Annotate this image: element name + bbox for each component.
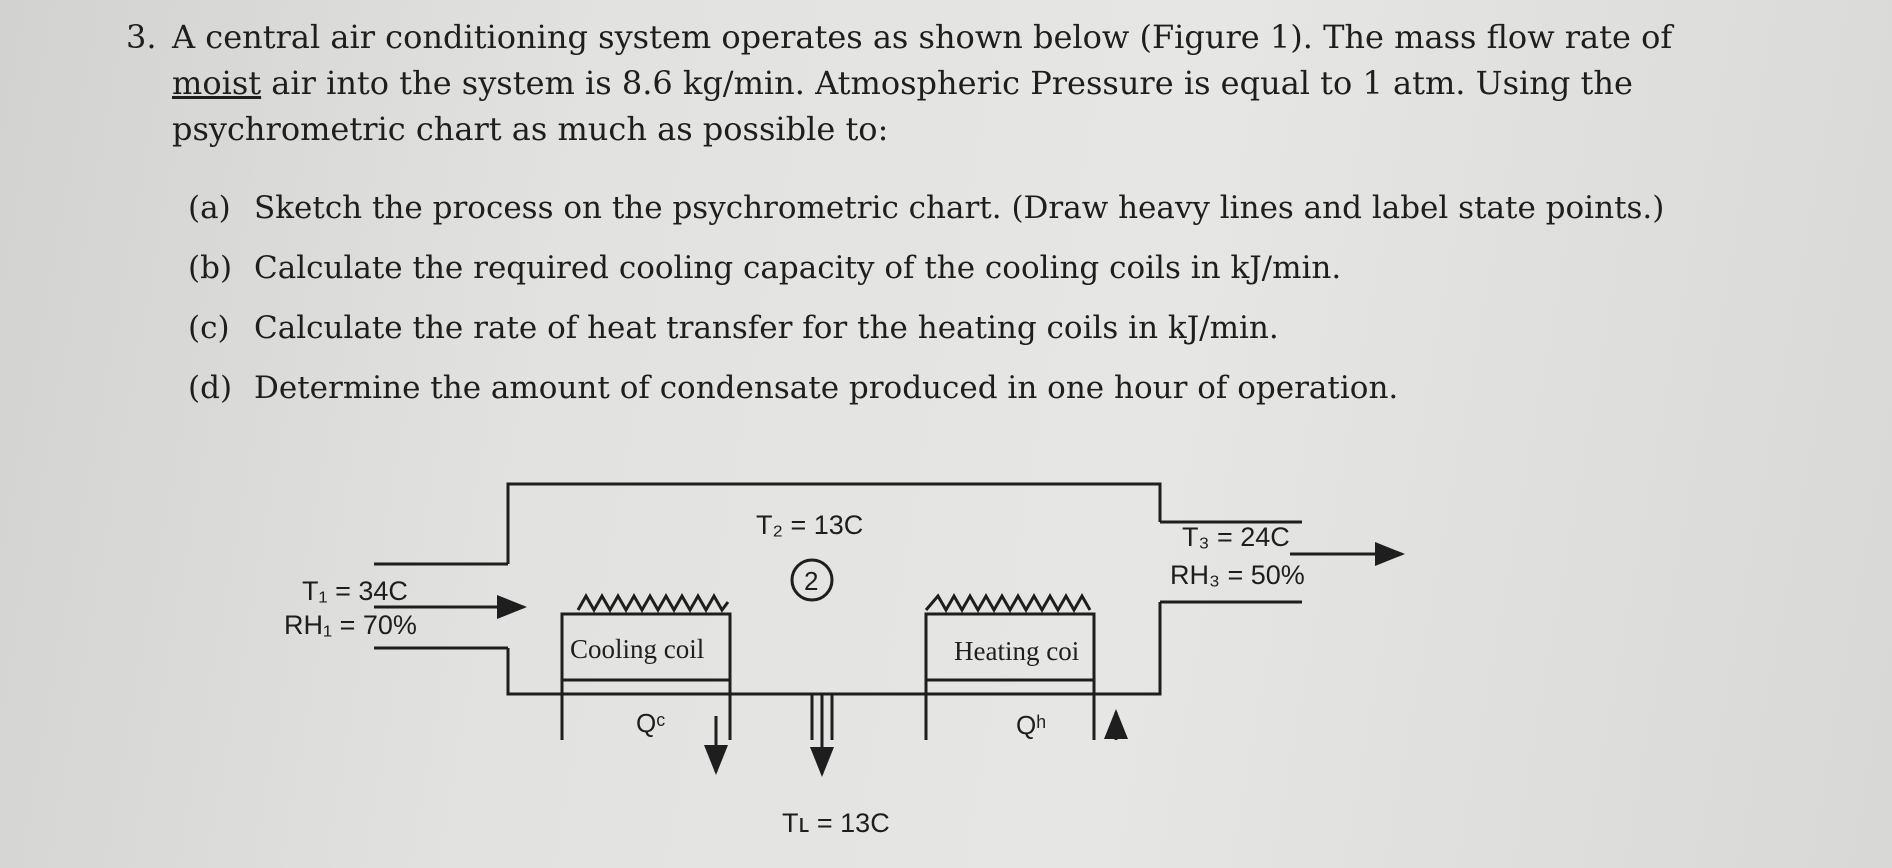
state-2-label: 2 xyxy=(804,566,819,596)
heating-coil-zigzag xyxy=(926,596,1090,610)
qc-label: Qᶜ xyxy=(636,708,666,738)
problem-intro-3: psychrometric chart as much as possible to: xyxy=(172,110,889,148)
problem-intro-1: A central air conditioning system operates as shown below (Figure 1). The mass flow rate of xyxy=(172,18,1673,56)
cooling-coil-label: Cooling coil xyxy=(570,634,705,664)
qh-label: Qʰ xyxy=(1016,710,1047,740)
moist-word: moist xyxy=(172,64,262,102)
problem-intro-2: air into the system is 8.6 kg/min. Atmospheric Pressure is equal to 1 atm. Using the xyxy=(261,64,1633,102)
part-label: (a) xyxy=(188,190,231,226)
tl-label: Tʟ = 13C xyxy=(782,808,890,838)
heating-coil-label: Heating coi xyxy=(954,636,1080,666)
problem-number: 3. xyxy=(126,18,157,56)
cooling-coil-zigzag xyxy=(578,596,728,610)
part-text: Calculate the rate of heat transfer for the heating coils in kJ/min. xyxy=(254,310,1279,346)
t1-label: T₁ = 34C xyxy=(302,576,408,606)
t2-label: T₂ = 13C xyxy=(756,510,864,540)
rh3-label: RH₃ = 50% xyxy=(1170,560,1305,590)
t3-label: T₃ = 24C xyxy=(1182,522,1290,552)
part-label: (c) xyxy=(188,310,230,346)
part-text: Determine the amount of condensate produced in one hour of operation. xyxy=(254,370,1399,406)
rh1-label: RH₁ = 70% xyxy=(284,610,417,640)
part-text: Sketch the process on the psychrometric chart. (Draw heavy lines and label state points.) xyxy=(254,190,1665,226)
part-text: Calculate the required cooling capacity of the cooling coils in kJ/min. xyxy=(254,250,1342,286)
part-label: (b) xyxy=(188,250,233,286)
part-label: (d) xyxy=(188,370,233,406)
